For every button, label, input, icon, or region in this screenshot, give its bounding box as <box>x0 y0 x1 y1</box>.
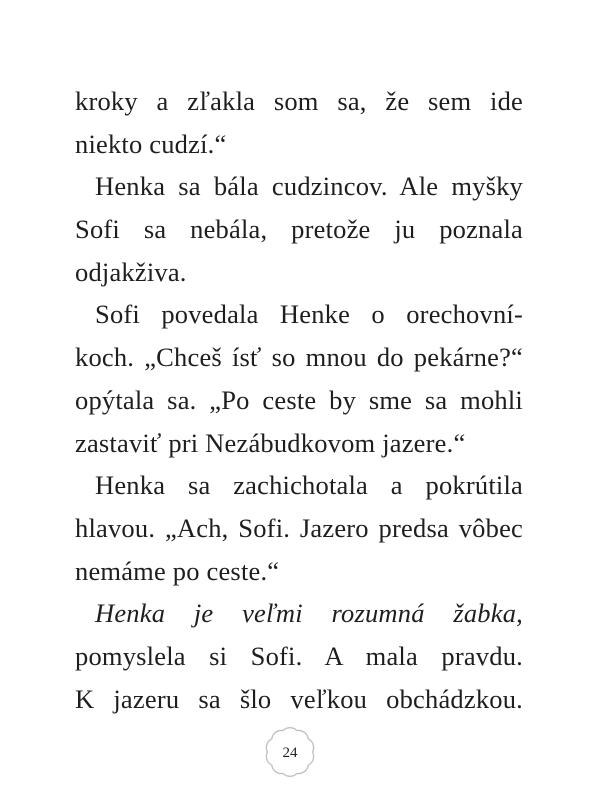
text-line: koch. „Chceš ísť so mnou do pekárne?“ <box>75 342 523 373</box>
text-line: K jazeru sa šlo veľkou obchádzkou. <box>75 683 523 714</box>
text-line: Henka sa bála cudzincov. Ale myšky <box>95 171 523 202</box>
text-block <box>75 80 523 720</box>
text-line: kroky a zľakla som sa, že sem ide <box>75 86 523 116</box>
flower-ornament-icon <box>264 726 316 778</box>
text-line: nemáme po ceste.“ <box>75 555 280 586</box>
text-line: Henka je veľmi rozumná žabka, <box>95 598 523 629</box>
text-line: hlavou. „Ach, Sofi. Jazero predsa vôbec <box>75 512 523 543</box>
text-line: Sofi povedala Henke o orechovní- <box>95 299 523 330</box>
page-number-badge <box>264 726 316 778</box>
text-line: opýtala sa. „Po ceste by sme sa mohli <box>75 384 523 415</box>
text-line: niekto cudzí.“ <box>75 128 227 159</box>
text-line: zastaviť pri Nezábudkovom jazere.“ <box>75 427 466 458</box>
text-line: pomyslela si Sofi. A mala pravdu. <box>75 640 523 671</box>
text-line: Sofi sa nebála, pretože ju poznala <box>75 214 523 245</box>
text-line: odjakživa. <box>75 256 187 287</box>
text-line: Henka sa zachichotala a pokrútila <box>95 470 523 501</box>
page-number: 24 <box>282 745 298 761</box>
